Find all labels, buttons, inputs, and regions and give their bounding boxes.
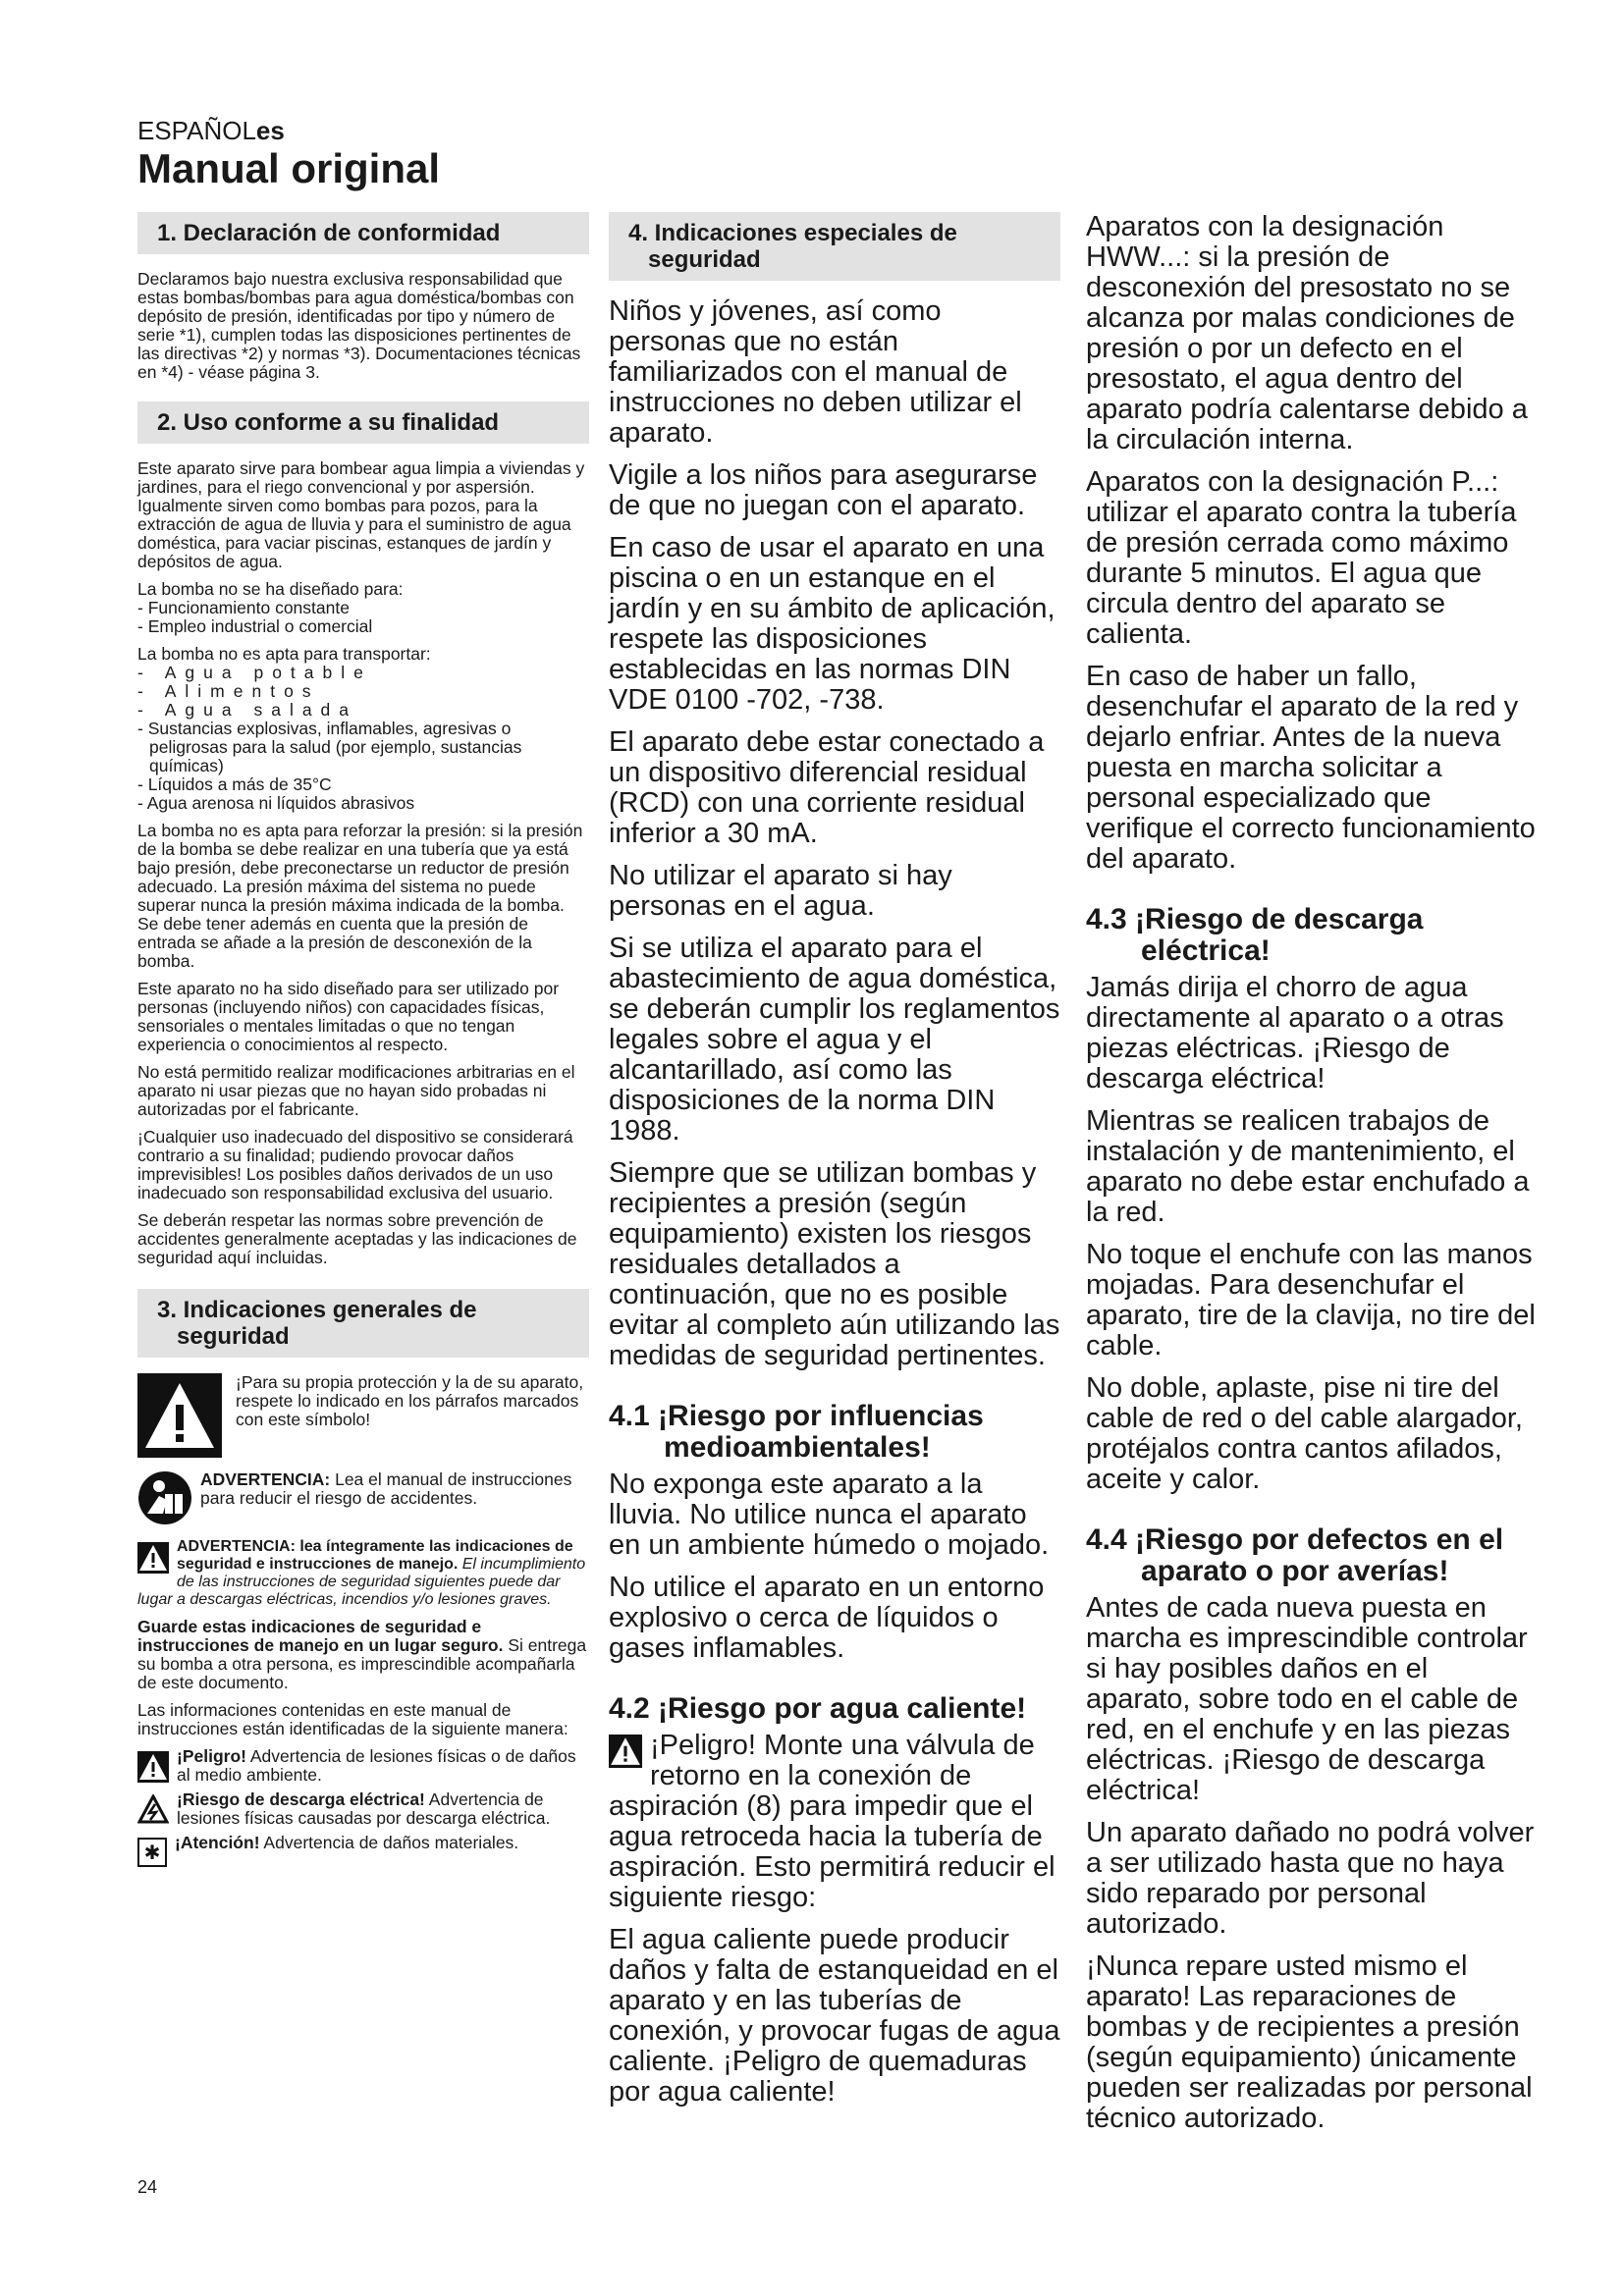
paragraph: Niños y jóvenes, así como personas que no están familiarizados con el manual de instrucciones no deben utilizar el aparato. [609,295,1022,449]
paragraph: Guarde estas indicaciones de seguridad e instrucciones de manejo en un lugar seguro. Si entrega su bomba a otra persona, es imprescindible acompañarla de este documento. [137,1617,587,1692]
section-3-heading: 3. Indicaciones generales de seguridad [137,1289,589,1358]
paragraph: Si se utiliza el aparato para el abastecimiento de agua doméstica, se deberán cumplir los reglamentos legales sobre el agua y el alcantarillado, así como las disposiciones de la norma DIN 1988. [609,933,1060,1147]
warning-text: ¡Para su propia protección y la de su aparato, respete lo indicado en los párrafos marcados con este símbolo! [236,1372,584,1429]
key-electric-shock: ¡Riesgo de descarga eléctrica! Advertencia de lesiones físicas causadas por descarga eléctrica. [137,1790,589,1828]
svg-text:✱: ✱ [143,1841,161,1864]
key-danger: ¡Peligro! Advertencia de lesiones físicas o de daños al medio ambiente. [137,1747,589,1785]
section-1-heading: 1. Declaración de conformidad [137,212,589,254]
key-attention: ✱ ¡Atención! Advertencia de daños materiales. [137,1834,589,1852]
section-2-heading: 2. Uso conforme a su finalidad [137,401,589,444]
paragraph: No toque el enchufe con las manos mojadas. Para desenchufar el aparato, tire de la clavija, no tire del cable. [1086,1239,1536,1362]
paragraph: Se deberán respetar las normas sobre prevención de accidentes generalmente aceptadas y las indicaciones de seguridad aquí incluidas. [137,1210,577,1267]
warning-triangle-icon [137,1542,169,1578]
danger-icon [609,1735,642,1775]
list-item: - Funcionamiento constante [137,598,350,617]
column-right [1086,212,1538,2146]
paragraph: Este aparato no ha sido diseñado para ser utilizado por personas (incluyendo niños) con capacidades físicas, sensoriales o mentales limitadas o que no tengan experiencia o conocimientos al respecto. [137,979,560,1054]
paragraph: ¡Peligro! Monte una válvula de retorno en la conexión de aspiración (8) para impedir que el agua retroceda hacia la tubería de aspiración. Esto permitirá reducir el siguiente riesgo: [609,1730,1056,1913]
column-left [137,212,589,1871]
paragraph: El aparato debe estar conectado a un dispositivo diferencial residual (RCD) con una corriente residual inferior a 30 mA. [609,726,1045,849]
list-item: - Agua arenosa ni líquidos abrasivos [137,793,415,813]
page-title: Manual original [137,145,441,191]
danger-icon [137,1751,169,1787]
read-manual-icon [137,1470,192,1530]
paragraph: Siempre que se utilizan bombas y recipientes a presión (según equipamiento) existen los riesgos residuales detallados a continuación, que no es posible evitar al completo aún utilizando las medidas de seguridad pertinentes. [609,1157,1060,1371]
paragraph: Vigile a los niños para asegurarse de que no juegan con el aparato. [609,459,1038,521]
paragraph: No exponga este aparato a la lluvia. No utilice nunca el aparato en un ambiente húmedo o mojado. [609,1468,1050,1561]
paragraph: Este aparato sirve para bombear agua limpia a viviendas y jardines, para el riego convencional y por aspersión. Igualmente sirven como bombas para pozos, para la extracción de agua de lluvia y para el suministro de agua doméstica, para vaciar piscinas, estanques de jardín y depósitos de agua. [137,458,585,571]
subsection-4-3-heading: 4.3 ¡Riesgo de descarga eléctrica! [1086,903,1424,967]
warning-general [137,1373,589,1463]
paragraph: Un aparato dañado no podrá volver a ser utilizado hasta que no haya sido reparado por personal autorizado. [1086,1817,1535,1940]
not-suitable-list [137,664,589,813]
paragraph: En caso de haber un fallo, desenchufar el aparato de la red y dejarlo enfriar. Antes de la nueva puesta en marcha solicitar a personal especializado que verifique el correcto funcionamiento del aparato. [1086,661,1536,875]
language-label: ESPAÑOLes [137,116,285,145]
paragraph: Antes de cada nueva puesta en marcha es imprescindible controlar si hay posibles daños en el aparato, sobre todo en el cable de red, en el enchufe y en las piezas eléctricas. ¡Riesgo de descarga eléctrica! [1086,1592,1528,1806]
paragraph: Las informaciones contenidas en este manual de instrucciones están identificadas de la siguiente manera: [137,1700,568,1738]
subsection-4-1-heading: 4.1 ¡Riesgo por influencias medioambientales! [609,1400,984,1464]
attention-icon [137,1838,167,1871]
paragraph: No doble, aplaste, pise ni tire del cable de red o del cable alargador, protéjalos contra cantos afilados, aceite y calor. [1086,1372,1523,1495]
warning-read-instructions: ADVERTENCIA: lea íntegramente las indicaciones de seguridad e instrucciones de manejo. El incumplimiento de las instrucciones de seguridad siguientes puede dar lugar a descargas eléctricas, incendios y/o lesiones graves. [137,1538,586,1608]
paragraph: No está permitido realizar modificaciones arbitrarias en el aparato ni usar piezas que no hayan sido probadas ni autorizadas por el fabricante. [137,1062,575,1119]
section-4-heading: 4. Indicaciones especiales de seguridad [609,212,1060,281]
list-item: - Empleo industrial o comercial [137,616,373,636]
list-item: - Alimentos [137,681,320,701]
paragraph: La bomba no se ha diseñado para: [137,579,404,599]
column-middle [609,212,1060,2119]
subsection-4-4-heading: 4.4 ¡Riesgo por defectos en el aparato o por averías! [1086,1523,1504,1587]
paragraph: En caso de usar el aparato en una piscina o en un estanque en el jardín y en su ámbito de aplicación, respete las disposiciones establecidas en las normas DIN VDE 0100 -702, -738. [609,532,1056,716]
paragraph: ¡Nunca repare usted mismo el aparato! Las reparaciones de bombas y de recipientes a presión (según equipamiento) únicamente pueden ser realizadas por personal técnico autorizado. [1086,1950,1533,2134]
paragraph: Mientras se realicen trabajos de instalación y de mantenimiento, el aparato no debe estar enchufado a la red. [1086,1105,1530,1228]
electric-shock-icon [137,1794,169,1828]
paragraph: La bomba no es apta para reforzar la presión: si la presión de la bomba se debe realizar en una tubería que ya está bajo presión, debe preconectarse un reductor de presión adecuado. La presión máxima del sistema no puede superar nunca la presión máxima indicada de la bomba. Se debe tener además en cuenta que la presión de entrada se añade a la presión de desconexión de la bomba. [137,821,583,971]
subsection-4-2-heading: 4.2 ¡Riesgo por agua caliente! [609,1692,1027,1725]
paragraph: ¡Cualquier uso inadecuado del dispositivo se considerará contrario a su finalidad; pudiendo provocar daños imprevisibles! Los posibles daños derivados de un uso inadecuado son responsabilidad exclusiva del usuario. [137,1127,573,1202]
warning-read-manual: ADVERTENCIA: Lea el manual de instrucciones para reducir el riesgo de accidentes. [137,1470,589,1530]
paragraph: No utilizar el aparato si hay personas en el agua. [609,860,952,922]
paragraph: No utilice el aparato en un entorno explosivo o cerca de líquidos o gases inflamables. [609,1572,1045,1664]
paragraph: El agua caliente puede producir daños y falta de estanqueidad en el aparato y en las tuberías de conexión, y provocar fugas de agua caliente. ¡Peligro de quemaduras por agua caliente! [609,1924,1060,2108]
not-designed-list [137,599,589,636]
paragraph: Declaramos bajo nuestra exclusiva responsabilidad que estas bombas/bombas para agua doméstica/bombas con depósito de presión, identificadas por tipo y número de serie *1), cumplen todas las disposiciones pertinentes de las directivas *2) y normas *3). Documentaciones técnicas en *4) - véase página 3. [137,269,581,382]
list-item: - Agua salada [137,700,358,720]
list-item: - Líquidos a más de 35°C [137,774,332,794]
paragraph: Aparatos con la designación P...: utilizar el aparato contra la tubería de presión cerrada como máximo durante 5 minutos. El agua que circula dentro del aparato se calienta. [1086,466,1517,650]
list-item: - Agua potable [137,663,372,682]
list-item: - Sustancias explosivas, inflamables, agresivas o peligrosas para la salud (por ejemplo, sustancias químicas) [137,719,522,775]
warning-triangle-icon [137,1373,222,1463]
paragraph: Jamás dirija el chorro de agua directamente al aparato o a otras piezas eléctricas. ¡Riesgo de descarga eléctrica! [1086,972,1504,1095]
paragraph: La bomba no es apta para transportar: [137,644,431,664]
page-number: 24 [137,2177,158,2197]
paragraph: Aparatos con la designación HWW...: si la presión de desconexión del presostato no se alcanza por malas condiciones de presión o por un defecto en el presostato, el agua dentro del aparato podría calentarse debido a la circulación interna. [1086,211,1528,455]
